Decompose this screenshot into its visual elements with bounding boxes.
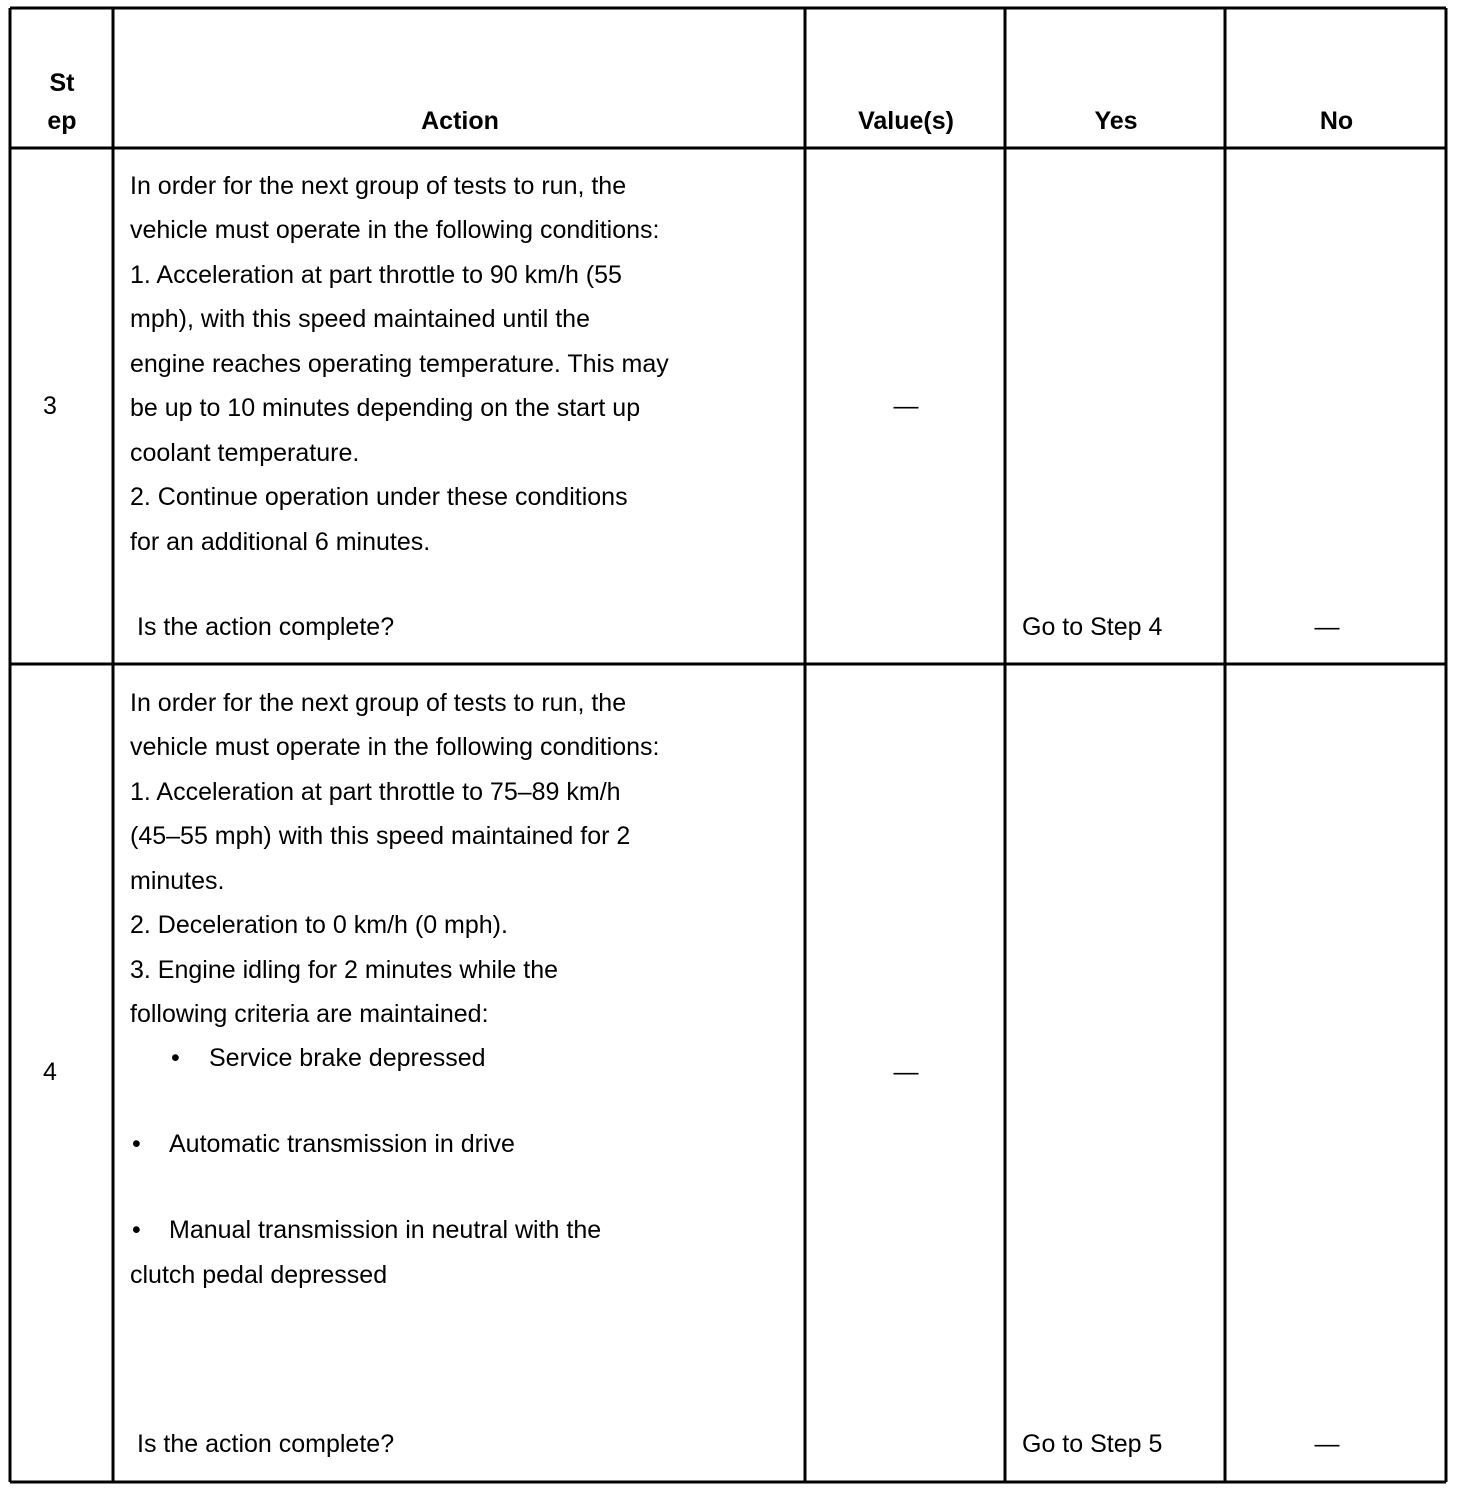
header-values: Value(s): [858, 107, 954, 135]
action-line: (45–55 mph) with this speed maintained for 2: [130, 822, 631, 850]
header-step-line1: St: [49, 69, 75, 97]
header-action: Action: [421, 107, 499, 135]
yes-cell: Go to Step 4: [1022, 613, 1163, 641]
action-line: vehicle must operate in the following conditions:: [130, 733, 660, 761]
header-no: No: [1319, 107, 1354, 135]
action-line: In order for the next group of tests to run, the: [130, 172, 627, 200]
action-line: vehicle must operate in the following conditions:: [130, 216, 660, 244]
action-line: In order for the next group of tests to run, the: [130, 689, 627, 717]
header-step-line2: ep: [47, 107, 77, 135]
action-line: for an additional 6 minutes.: [130, 528, 431, 556]
step-number: 4: [43, 1058, 57, 1086]
no-cell: —: [1314, 1430, 1340, 1458]
bullet-continuation: clutch pedal depressed: [130, 1261, 388, 1289]
header-yes: Yes: [1094, 107, 1138, 135]
action-line: 3. Engine idling for 2 minutes while the: [130, 956, 559, 984]
step-number: 3: [43, 392, 57, 420]
action-line: minutes.: [130, 867, 225, 895]
action-line: 2. Deceleration to 0 km/h (0 mph).: [130, 911, 508, 939]
bullet-item: Service brake depressed: [209, 1044, 486, 1072]
bullet-marker: •: [171, 1044, 180, 1072]
no-cell: —: [1314, 613, 1340, 641]
header-step: [12, 64, 112, 140]
bullet-marker: •: [132, 1130, 141, 1158]
action-question: Is the action complete?: [137, 1430, 395, 1458]
action-line: 1. Acceleration at part throttle to 90 km/h (55: [130, 261, 622, 289]
action-line: mph), with this speed maintained until the: [130, 305, 590, 333]
value-cell: —: [893, 1058, 919, 1086]
bullet-marker: •: [132, 1216, 141, 1244]
action-question: Is the action complete?: [137, 613, 395, 641]
bullet-item: Manual transmission in neutral with the: [169, 1216, 602, 1244]
yes-cell: Go to Step 5: [1022, 1430, 1163, 1458]
action-line: 1. Acceleration at part throttle to 75–89 km/h: [130, 778, 621, 806]
action-line: following criteria are maintained:: [130, 1000, 489, 1028]
bullet-item: Automatic transmission in drive: [169, 1130, 515, 1158]
action-line: engine reaches operating temperature. This may: [130, 350, 669, 378]
action-line: 2. Continue operation under these conditions: [130, 483, 628, 511]
action-line: coolant temperature.: [130, 439, 360, 467]
value-cell: —: [893, 392, 919, 420]
action-line: be up to 10 minutes depending on the start up: [130, 394, 641, 422]
